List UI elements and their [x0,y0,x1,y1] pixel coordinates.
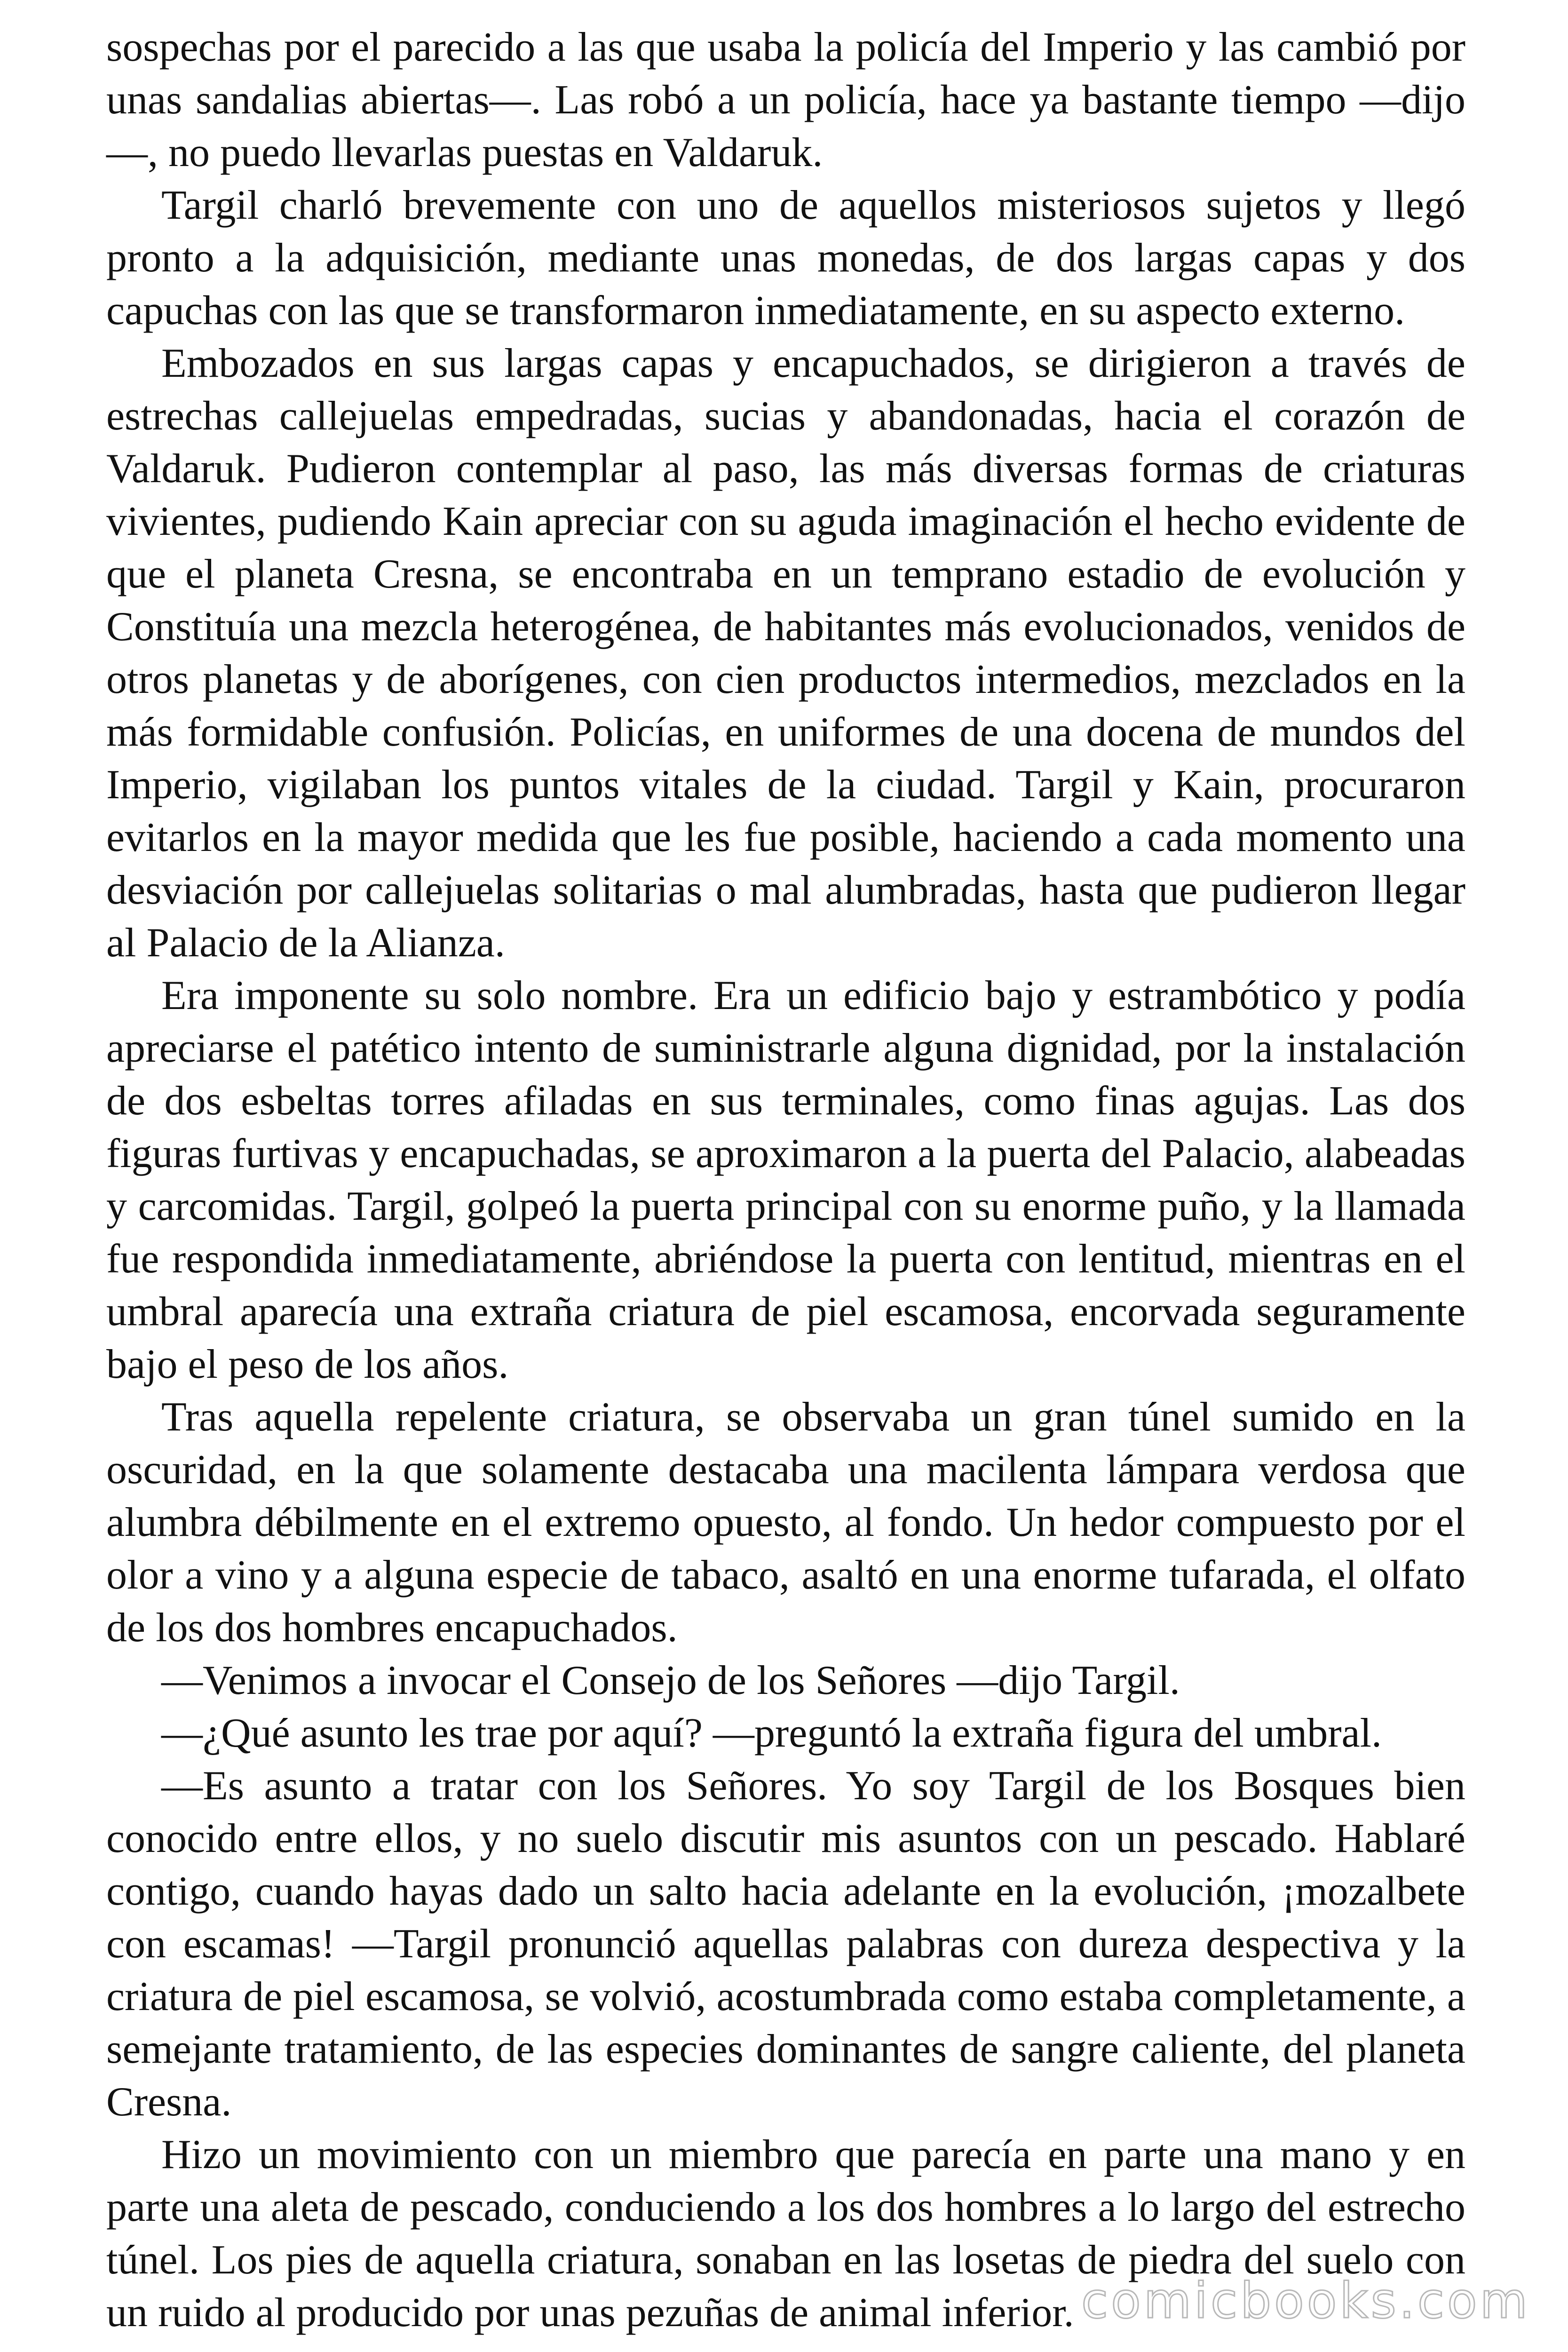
watermark: comicbooks.com [1081,2272,1530,2329]
paragraph: Era imponente su solo nombre. Era un edificio bajo y estrambótico y podía apreciarse el patético intento de suministrarle alguna dignidad, por la instalación de dos esbeltas torres afiladas en sus terminales, como finas agujas. Las dos figuras furtivas y encapuchadas, se aproximaron a la puerta del Palacio, alabeadas y carcomidas. Targil, golpeó la puerta principal con su enorme puño, y la llamada fue respondida inmediatamente, abriéndose la puerta con lentitud, mientras en el umbral aparecía una extraña criatura de piel escamosa, encorvada seguramente bajo el peso de los años. [106,973,1465,1387]
dialogue-line: —Venimos a invocar el Consejo de los Señores —dijo Targil. [161,1658,1180,1703]
paragraph-continuation: sospechas por el parecido a las que usaba la policía del Imperio y las cambió por unas sandalias abiertas—. Las robó a un policía, hace ya bastante tiempo —dijo—, no puedo llevarlas puestas en Valdaruk. [106,24,1465,175]
dialogue-line: —¿Qué asunto les trae por aquí? —preguntó la extraña figura del umbral. [161,1710,1382,1756]
document-page [106,21,1465,2339]
paragraph: Targil charló brevemente con uno de aquellos misteriosos sujetos y llegó pronto a la adquisición, mediante unas monedas, de dos largas capas y dos capuchas con las que se transformaron inmediatamente, en su aspecto externo. [106,183,1465,334]
paragraph: Tras aquella repelente criatura, se observaba un gran túnel sumido en la oscuridad, en la que solamente destacaba una macilenta lámpara verdosa que alumbra débilmente en el extremo opuesto, al fondo. Un hedor compuesto por el olor a vino y a alguna especie de tabaco, asaltó en una enorme tufarada, el olfato de los dos hombres encapuchados. [106,1394,1465,1651]
paragraph: Embozados en sus largas capas y encapuchados, se dirigieron a través de estrechas callejuelas empedradas, sucias y abandonadas, hacia el corazón de Valdaruk. Pudieron contemplar al paso, las más diversas formas de criaturas vivientes, pudiendo Kain apreciar con su aguda imaginación el hecho evidente de que el planeta Cresna, se encontraba en un temprano estadio de evolución y Constituía una mezcla heterogénea, de habitantes más evolucionados, venidos de otros planetas y de aborígenes, con cien productos intermedios, mezclados en la más formidable confusión. Policías, en uniformes de una docena de mundos del Imperio, vigilaban los puntos vitales de la ciudad. Targil y Kain, procuraron evitarlos en la mayor medida que les fue posible, haciendo a cada momento una desviación por callejuelas solitarias o mal alumbradas, hasta que pudieron llegar al Palacio de la Alianza. [106,341,1465,966]
paragraph: Hizo un movimiento con un miembro que parecía en parte una mano y en parte una aleta de pescado, conduciendo a los dos hombres a lo largo del estrecho túnel. Los pies de aquella criatura, sonaban en las losetas de piedra del suelo con un ruido al producido por unas pezuñas de animal inferior. [106,2132,1465,2336]
dialogue-line: —Es asunto a tratar con los Señores. Yo soy Targil de los Bosques bien conocido entre ellos, y no suelo discutir mis asuntos con un pescado. Hablaré contigo, cuando hayas dado un salto hacia adelante en la evolución, ¡mozalbete con escamas! —Targil pronunció aquellas palabras con dureza despectiva y la criatura de piel escamosa, se volvió, acostumbrada como estaba completamente, a semejante tratamiento, de las especies dominantes de sangre caliente, del planeta Cresna. [106,1763,1465,2125]
